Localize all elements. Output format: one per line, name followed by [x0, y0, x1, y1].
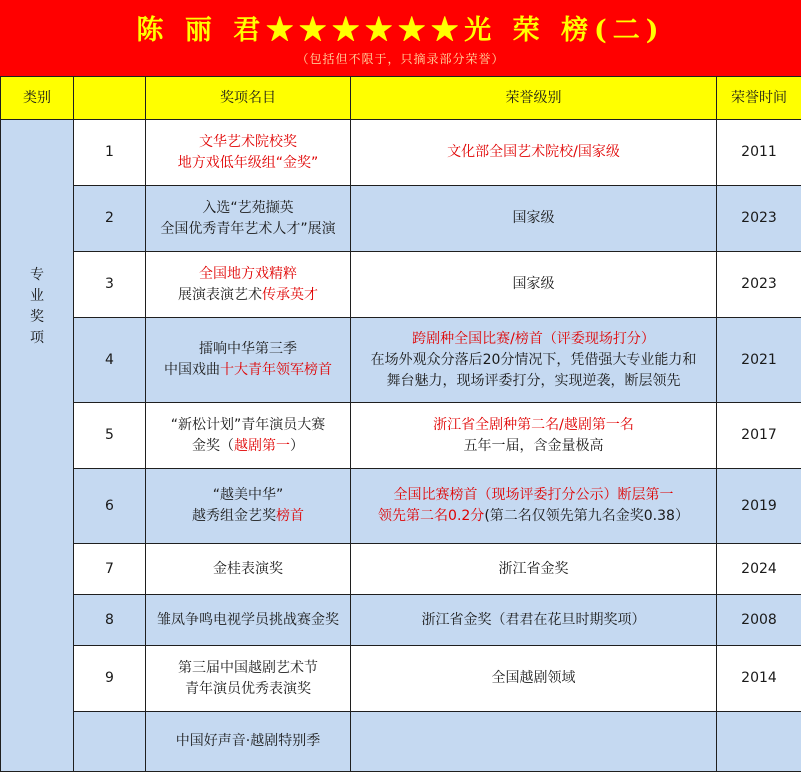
honor-level-cell: [351, 544, 717, 595]
category-cell: [1, 120, 74, 772]
award-name-cell: [146, 120, 351, 186]
plain-text: “越美中华”: [213, 487, 284, 503]
text-line: [146, 658, 350, 679]
table-body: [1, 120, 801, 772]
page-title: 陈 丽 君★★★★★★光 荣 榜(二): [0, 8, 801, 47]
award-name-cell: [146, 318, 351, 403]
text-line: [351, 415, 716, 436]
text-line: [146, 285, 350, 306]
text-line: [146, 559, 350, 580]
honor-level-cell: [351, 186, 717, 252]
row-number: 4: [74, 318, 146, 403]
honor-level-cell: [351, 712, 717, 772]
category-char: 业: [1, 286, 73, 307]
plain-text: 金桂表演奖: [213, 561, 283, 577]
highlight-text: 全国地方戏精粹: [199, 266, 297, 282]
plain-text: ）: [290, 438, 304, 454]
table-row: [1, 318, 801, 403]
highlight-text: 领先第二名0.2分: [378, 508, 484, 524]
table-row: [1, 186, 801, 252]
plain-text: 青年演员优秀表演奖: [185, 681, 311, 697]
honor-level-cell: [351, 646, 717, 712]
text-line: [146, 485, 350, 506]
row-number: 6: [74, 469, 146, 544]
text-line: [146, 506, 350, 527]
text-line: [146, 264, 350, 285]
row-number: 3: [74, 252, 146, 318]
highlight-text: 地方戏低年级组“金奖”: [178, 155, 319, 171]
text-line: [351, 350, 716, 371]
honor-year-cell: 2011: [717, 120, 801, 186]
text-line: [146, 360, 350, 381]
plain-text: 在场外观众分落后20分情况下，凭借强大专业能力和: [371, 352, 697, 368]
header-category: 类别: [1, 77, 74, 120]
honor-year-cell: 2024: [717, 544, 801, 595]
text-line: [351, 371, 716, 392]
text-line: [351, 668, 716, 689]
table-row: [1, 469, 801, 544]
award-name-cell: [146, 544, 351, 595]
plain-text: 金奖（: [192, 438, 234, 454]
plain-text: 全国优秀青年艺术人才”展演: [160, 221, 335, 237]
plain-text: 浙江省金奖: [499, 561, 569, 577]
highlight-text: 跨剧种全国比赛/榜首（评委现场打分）: [412, 331, 655, 347]
plain-text: (第二名仅领先第九名金奖0.38）: [484, 508, 689, 524]
header-honor-level: 荣誉级别: [351, 77, 717, 120]
header-honor-year: 荣誉时间: [717, 77, 801, 120]
text-line: [146, 132, 350, 153]
plain-text: 第三届中国越剧艺术节: [178, 660, 318, 676]
text-line: [146, 415, 350, 436]
plain-text: 中国戏曲: [164, 362, 220, 378]
award-name-cell: [146, 595, 351, 646]
honor-level-cell: [351, 252, 717, 318]
text-line: [146, 153, 350, 174]
award-name-cell: [146, 186, 351, 252]
row-number: 2: [74, 186, 146, 252]
honor-level-cell: [351, 120, 717, 186]
text-line: [351, 329, 716, 350]
honor-year-cell: 2023: [717, 186, 801, 252]
highlight-text: 越剧第一: [234, 438, 290, 454]
table-row: [1, 544, 801, 595]
honor-year-cell: 2019: [717, 469, 801, 544]
text-line: [351, 208, 716, 229]
text-line: [351, 506, 716, 527]
highlight-text: 传承英才: [262, 287, 318, 303]
text-line: [146, 731, 350, 752]
table-row: [1, 252, 801, 318]
highlight-text: 文化部全国艺术院校/国家级: [447, 144, 620, 160]
category-char: 项: [1, 328, 73, 349]
award-name-cell: [146, 646, 351, 712]
plain-text: 国家级: [513, 210, 555, 226]
header-number: [74, 77, 146, 120]
plain-text: 入选“艺苑撷英: [202, 200, 293, 216]
highlight-text: 浙江省全剧种第二名/越剧第一名: [433, 417, 634, 433]
text-line: [146, 339, 350, 360]
header-award-name: 奖项名目: [146, 77, 351, 120]
honor-table: [0, 76, 801, 772]
highlight-text: 文华艺术院校奖: [199, 134, 297, 150]
plain-text: 越秀组金艺奖: [192, 508, 276, 524]
plain-text: “新松计划”青年演员大赛: [171, 417, 326, 433]
table-row: [1, 646, 801, 712]
row-number: 1: [74, 120, 146, 186]
row-number: 8: [74, 595, 146, 646]
plain-text: 浙江省金奖（君君在花旦时期奖项）: [422, 612, 646, 628]
honor-level-cell: [351, 595, 717, 646]
honor-level-cell: [351, 403, 717, 469]
honor-year-cell: 2008: [717, 595, 801, 646]
highlight-text: 全国比赛榜首（现场评委打分公示）断层第一: [394, 487, 674, 503]
text-line: [351, 485, 716, 506]
plain-text: 五年一届，含金量极高: [464, 438, 604, 454]
category-char: 专: [1, 265, 73, 286]
page-subtitle: （包括但不限于，只摘录部分荣誉）: [0, 50, 801, 67]
plain-text: 舞台魅力，现场评委打分，实现逆袭，断层领先: [387, 373, 681, 389]
table-row: [1, 120, 801, 186]
honor-year-cell: 2021: [717, 318, 801, 403]
text-line: [146, 679, 350, 700]
text-line: [351, 610, 716, 631]
plain-text: 全国越剧领域: [492, 670, 576, 686]
title-banner: [0, 0, 801, 76]
text-line: [146, 610, 350, 631]
text-line: [351, 436, 716, 457]
honor-year-cell: 2017: [717, 403, 801, 469]
plain-text: 中国好声音·越剧特别季: [176, 733, 320, 749]
plain-text: 国家级: [513, 276, 555, 292]
award-name-cell: [146, 252, 351, 318]
text-line: [146, 219, 350, 240]
plain-text: 雏凤争鸣电视学员挑战赛金奖: [157, 612, 339, 628]
text-line: [351, 142, 716, 163]
honor-year-cell: 2014: [717, 646, 801, 712]
plain-text: 展演表演艺术: [178, 287, 262, 303]
award-name-cell: [146, 403, 351, 469]
award-name-cell: [146, 712, 351, 772]
text-line: [351, 559, 716, 580]
plain-text: 擂响中华第三季: [199, 341, 297, 357]
row-number: 9: [74, 646, 146, 712]
highlight-text: 十大青年领军榜首: [220, 362, 332, 378]
text-line: [146, 436, 350, 457]
table-row: [1, 403, 801, 469]
text-line: [351, 274, 716, 295]
honor-level-cell: [351, 318, 717, 403]
category-char: 奖: [1, 307, 73, 328]
row-number: 7: [74, 544, 146, 595]
table-header-row: [1, 77, 801, 120]
row-number: [74, 712, 146, 772]
text-line: [146, 198, 350, 219]
table-row: [1, 595, 801, 646]
highlight-text: 榜首: [276, 508, 304, 524]
table-row: [1, 712, 801, 772]
award-name-cell: [146, 469, 351, 544]
honor-level-cell: [351, 469, 717, 544]
honor-year-cell: [717, 712, 801, 772]
honor-year-cell: 2023: [717, 252, 801, 318]
row-number: 5: [74, 403, 146, 469]
